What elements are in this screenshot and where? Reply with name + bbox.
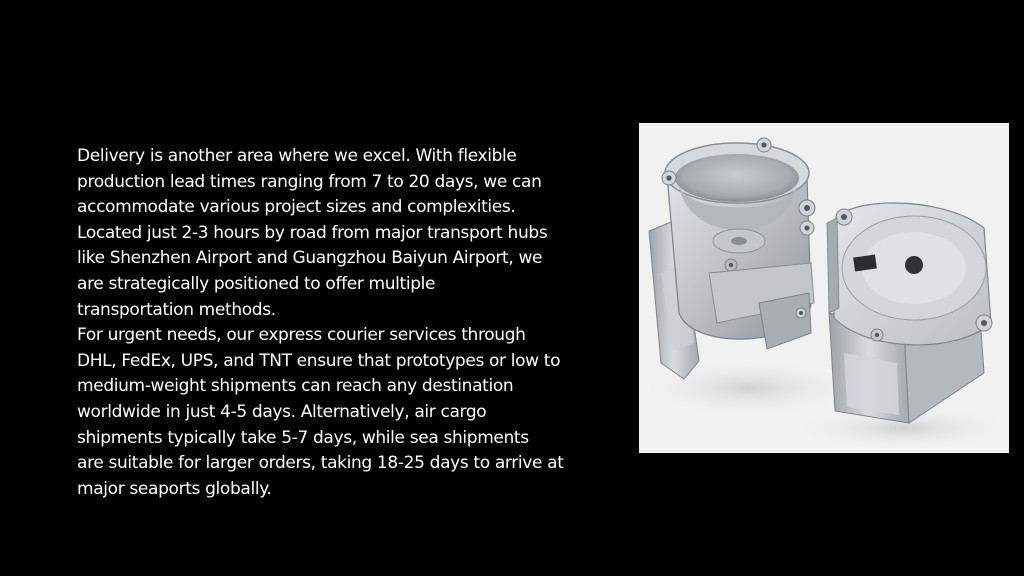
text-line: worldwide in just 4-5 days. Alternatively, air cargo [77,401,487,422]
text-line: like Shenzhen Airport and Guangzhou Baiyun Airport, we [77,248,543,269]
text-line: medium-weight shipments can reach any destination [77,376,514,397]
die-cast-housings-image [639,123,1009,453]
text-line: For urgent needs, our express courier services through [77,325,526,346]
text-line: accommodate various project sizes and complexities. [77,197,516,218]
body-text [77,144,597,502]
text-line: major seaports globally. [77,478,272,499]
text-line: are suitable for larger orders, taking 18-25 days to arrive at [77,453,564,474]
text-line: shipments typically take 5-7 days, while sea shipments [77,427,529,448]
text-line: Delivery is another area where we excel. With flexible [77,146,517,166]
text-line: transportation methods. [77,299,276,320]
text-line: production lead times ranging from 7 to 20 days, we can [77,171,542,192]
text-line: Located just 2-3 hours by road from major transport hubs [77,222,548,243]
text-line: DHL, FedEx, UPS, and TNT ensure that prototypes or low to [77,350,561,371]
product-photo [639,123,1009,453]
text-line: are strategically positioned to offer multiple [77,273,436,294]
